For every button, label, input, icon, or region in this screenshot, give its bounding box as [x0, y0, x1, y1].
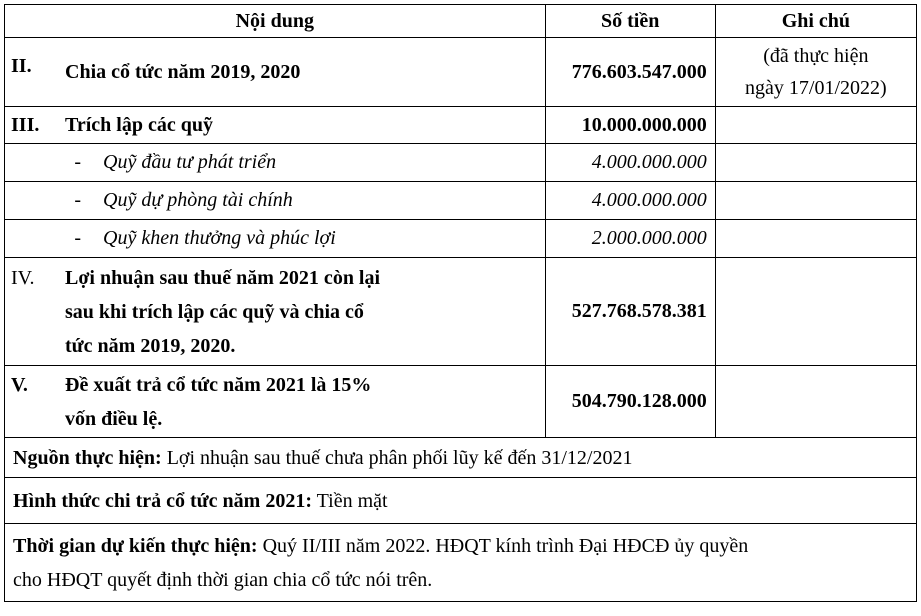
- row-number: III.: [11, 114, 40, 136]
- time-text-line2: cho HĐQT quyết định thời gian chia cổ tức nói trên.: [13, 568, 433, 591]
- dividend-table: [4, 4, 917, 602]
- sub-item-cell: [5, 182, 546, 220]
- label-line: Đề xuất trả cổ tức năm 2021 là 15%: [65, 373, 372, 396]
- table-row: [5, 366, 917, 438]
- sub-item-amount: 2.000.000.000: [545, 220, 715, 258]
- row-content-cell: [5, 366, 546, 438]
- sub-item-amount: 4.000.000.000: [545, 182, 715, 220]
- row-note: [715, 366, 916, 438]
- label-line: vốn điều lệ.: [65, 407, 163, 430]
- row-note: [715, 144, 916, 182]
- row-number: IV.: [11, 266, 35, 289]
- source-text: Lợi nhuận sau thuế chưa phân phối lũy kế đến 31/12/2021: [161, 446, 633, 469]
- label-line: sau khi trích lập các quỹ và chia cổ: [65, 300, 364, 323]
- source-label: Nguồn thực hiện:: [13, 446, 162, 469]
- row-number: V.: [11, 373, 28, 396]
- row-content-cell: [5, 258, 546, 366]
- dividend-document: [4, 4, 917, 613]
- method-cell: [5, 478, 917, 524]
- row-amount: 10.000.000.000: [545, 107, 715, 144]
- sub-item-dash: -: [74, 151, 81, 173]
- time-label: Thời gian dự kiến thực hiện:: [13, 534, 258, 557]
- row-note: [715, 38, 916, 107]
- row-amount: 504.790.128.000: [545, 366, 715, 438]
- sub-item-label: Quỹ dự phòng tài chính: [103, 189, 293, 211]
- table-row: [5, 107, 917, 144]
- sub-item-dash: -: [74, 189, 81, 211]
- table-row: [5, 220, 917, 258]
- row-label: [65, 261, 545, 363]
- sub-item-label: Quỹ khen thưởng và phúc lợi: [103, 227, 336, 249]
- header-note: Ghi chú: [715, 5, 916, 38]
- sub-item-dash: -: [74, 227, 81, 249]
- source-cell: [5, 438, 917, 478]
- sub-item-cell: [5, 220, 546, 258]
- sub-item-cell: [5, 144, 546, 182]
- table-row: [5, 144, 917, 182]
- note-line: ngày 17/01/2022): [745, 77, 887, 99]
- row-number: II.: [11, 55, 32, 77]
- row-amount: 776.603.547.000: [545, 38, 715, 107]
- row-amount: 527.768.578.381: [545, 258, 715, 366]
- row-label: Chia cổ tức năm 2019, 2020: [65, 61, 301, 83]
- row-note: [715, 258, 916, 366]
- table-row: [5, 258, 917, 366]
- source-row: [5, 438, 917, 478]
- row-note: [715, 107, 916, 144]
- method-text: Tiền mặt: [311, 489, 388, 512]
- row-content-cell: [5, 107, 546, 144]
- label-line: Lợi nhuận sau thuế năm 2021 còn lại: [65, 266, 381, 289]
- header-amount: Số tiền: [545, 5, 715, 38]
- time-cell: [5, 524, 917, 602]
- time-text: Quý II/III năm 2022. HĐQT kính trình Đại HĐCĐ ủy quyền: [257, 534, 749, 557]
- table-row: [5, 38, 917, 107]
- row-label: Trích lập các quỹ: [65, 114, 213, 136]
- row-content-cell: [5, 38, 546, 107]
- method-row: [5, 478, 917, 524]
- method-label: Hình thức chi trả cổ tức năm 2021:: [13, 489, 312, 512]
- header-content: Nội dung: [5, 5, 546, 38]
- table-header-row: [5, 5, 917, 38]
- sub-item-label: Quỹ đầu tư phát triển: [103, 151, 277, 173]
- time-row: [5, 524, 917, 602]
- row-note: [715, 220, 916, 258]
- row-label: [65, 368, 545, 436]
- label-line: tức năm 2019, 2020.: [65, 334, 236, 357]
- sub-item-amount: 4.000.000.000: [545, 144, 715, 182]
- table-row: [5, 182, 917, 220]
- row-note: [715, 182, 916, 220]
- note-line: (đã thực hiện: [763, 45, 869, 67]
